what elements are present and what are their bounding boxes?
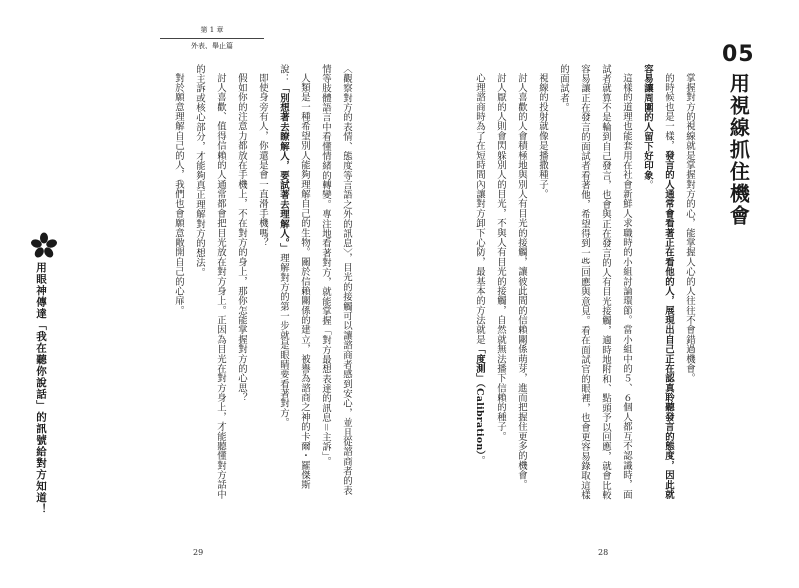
paragraph: [637, 64, 679, 504]
paragraph: 〈觀察對方的表情、態度等言語之外的訊息〉，目光的接觸可以讓諮商者感到安心，並且從諮商者的表情等肢體語言中看懂情緒的轉變。專注地看著對方，就能掌握「對方最想表達的訊息＝主訴」。: [320, 64, 352, 496]
text-run: 的時候也是一樣，: [663, 73, 674, 151]
paragraph: [469, 64, 490, 504]
paragraph: 這樣的道理也能套用在社會新鮮人求職時的小組討論環節。當小組中的５、６個人都互不認識時，面試者就算不是輪到自己發言，也會與正在發言的人有目光接觸，適時地附和、點頭予以回應，就會比較容易讓正在發言的面試者看著他，希望得到一些回應與意見。看在面試官的眼裡，也會更容易錄取這樣的面試者。: [558, 64, 632, 501]
header-divider: [160, 38, 264, 39]
section-heading: 用視線抓住機會: [726, 73, 751, 227]
chapter-subtitle: 外表、舉止篇: [191, 42, 233, 50]
section-title: [722, 42, 755, 227]
chapter-header: [160, 24, 264, 53]
page-number-right: 28: [598, 548, 609, 557]
left-page-body: [95, 64, 357, 504]
right-page-body: [338, 64, 700, 504]
paragraph: 討人厭的人則會閃躲別人的目光，不與人有目光的接觸，自然就無法播下信賴的種子。: [495, 73, 506, 442]
paragraph: 討人喜歡的人會積極地與別人有目光的接觸，讓彼此間的信賴關係萌芽，進而把握住更多的機會。: [516, 73, 527, 491]
paragraph: 對於願意理解自己的人，我們也會願意敞開自己的心扉。: [173, 73, 184, 316]
emphasis-text: 「度測」（Calibration）: [474, 344, 485, 456]
flower-icon: [30, 232, 58, 260]
paragraph: 假如你的注意力都放在手機上，不在對方的身上，那你怎能掌握對方的心思？: [236, 73, 247, 403]
section-number: 05: [722, 42, 755, 67]
text-run: 心理諮商時為了在短時間內讓對方卸下心防，最基本的方法就是: [474, 73, 485, 345]
page-number-left: 29: [193, 548, 204, 557]
paragraph: 視線的投射就像是播撒種子。: [537, 73, 548, 200]
text-run: 。: [642, 180, 653, 190]
emphasis-text: 「別想著去瞭解人，要試著去理解人。」: [278, 83, 289, 254]
text-run: 。: [474, 455, 485, 466]
callout-text: 用眼神傳達「我在聽你說話」的訊號給對方知道！: [35, 262, 47, 515]
text-run: 理解對方的第一步就是眼睛要看著對方。: [278, 253, 289, 428]
paragraph: 掌握對方的視線就是掌握對方的心，能掌握人心的人往往不會錯過機會。: [684, 73, 695, 384]
paragraph: 討人喜歡、值得信賴的人通常都會把目光放在對方身上。正因為目光在對方身上，才能聽懂對方話中的主訴或核心部分，才能夠真正理解對方的想法。: [194, 64, 226, 500]
chapter-label: 第 1 章: [200, 26, 224, 34]
paragraph: 即使身旁有人，你還是會一直滑手機嗎？: [257, 73, 268, 248]
emphasis-text: 發言的人通常會看著正在看他的人，展現出自己正在認真聆聽發言的態度，因此就容易讓周圍的人留下好印象: [642, 64, 674, 500]
paragraph: [273, 64, 315, 504]
text-run: 人類是一種希望別人能夠理解自己的生物。關於信賴關係的建立，被譽為諮商之神的卡爾・羅傑斯說：: [278, 64, 310, 491]
